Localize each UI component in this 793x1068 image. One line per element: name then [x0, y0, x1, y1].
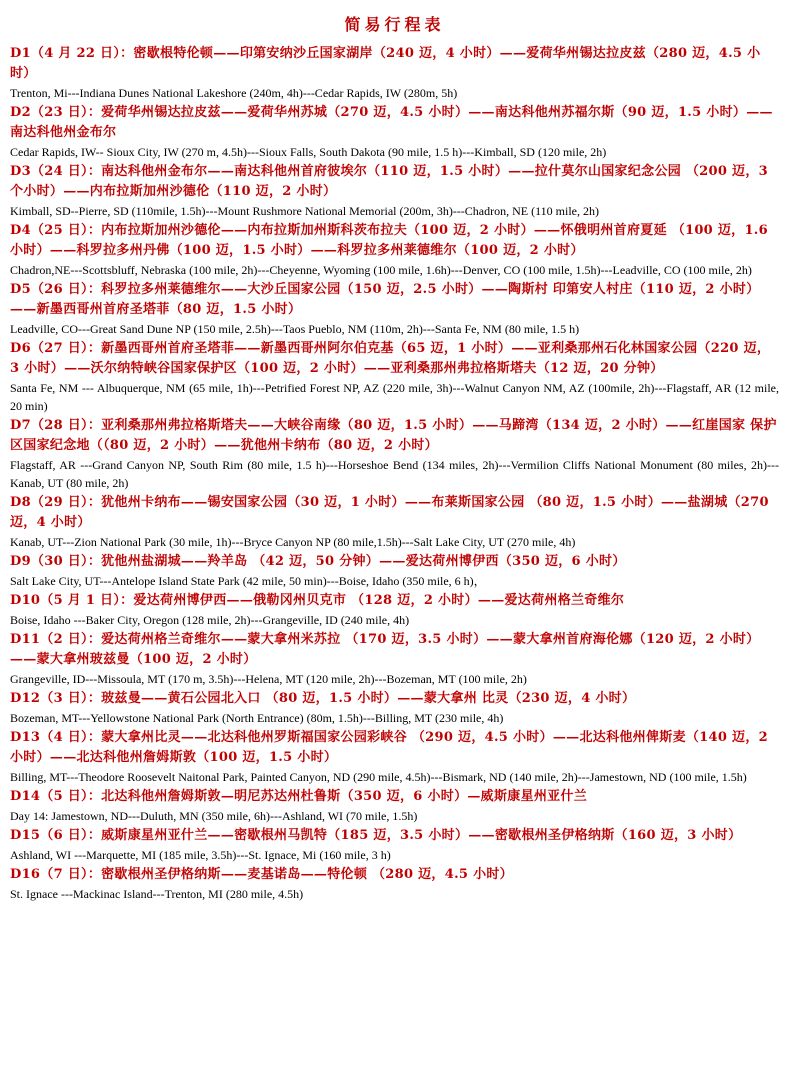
day-route-en: Salt Lake City, UT---Antelope Island State Park (42 mile, 50 min)---Boise, Idaho (350 mile, 6 h)， — [10, 574, 486, 588]
day-block-11 — [10, 630, 779, 688]
day-block-13 — [10, 728, 779, 786]
day-heading-zh: D9（30 日）：犹他州盐湖城——羚羊岛 （42 迈，50 分钟）——爱达荷州博伊西（350 迈，6 小时） — [10, 554, 626, 569]
day-heading-zh: D11（2 日）：爱达荷州格兰奇维尔——蒙大拿州米苏拉 （170 迈，3.5 小时）——蒙大拿州首府海伦娜（120 迈，2 小时）——蒙大拿州玻兹曼（100 迈，2 小时） — [10, 632, 760, 667]
day-route-en: Grangeville, ID---Missoula, MT (170 m, 3.5h)---Helena, MT (120 mile, 2h)---Bozeman, MT (100 mile, 2h) — [10, 672, 527, 686]
day-heading-zh: D15（6 日）：威斯康星州亚什兰——密歇根州马凯特（185 迈，3.5 小时）——密歇根州圣伊格纳斯（160 迈，3 小时） — [10, 828, 742, 843]
day-heading-zh: D1（4 月 22 日）：密歇根特伦顿——印第安纳沙丘国家湖岸（240 迈，4 小时）——爱荷华州锡达拉皮兹（280 迈，4.5 小 时） — [10, 46, 761, 81]
day-heading-zh: D3（24 日）：南达科他州金布尔——南达科他州首府彼埃尔（110 迈，1.5 小时）——拉什莫尔山国家纪念公园 （200 迈，3 个小时）——内布拉斯加州沙德伦（110 迈，2 小时） — [10, 164, 768, 199]
day-route-en: Kanab, UT---Zion National Park (30 mile, 1h)---Bryce Canyon NP (80 mile,1.5h)---Salt Lake City, UT (270 mile, 4h) — [10, 535, 576, 549]
day-route-en: Trenton, Mi---Indiana Dunes National Lakeshore (240m, 4h)---Cedar Rapids, IW (280m, 5h) — [10, 86, 458, 100]
day-block-7 — [10, 416, 779, 492]
day-block-6 — [10, 339, 779, 415]
day-heading-zh: D14（5 日）：北达科他州詹姆斯敦—明尼苏达州杜鲁斯（350 迈，6 小时）—威斯康星州亚什兰 — [10, 789, 588, 804]
day-route-en: Bozeman, MT---Yellowstone National Park (North Entrance) (80m, 1.5h)---Billing, MT (230 mile, 4h) — [10, 711, 504, 725]
day-heading-zh: D8（29 日）：犹他州卡纳布——锡安国家公园（30 迈，1 小时）——布莱斯国家公园 （80 迈，1.5 小时）——盐湖城（270 迈，4 小时） — [10, 495, 769, 530]
day-route-en: Day 14: Jamestown, ND---Duluth, MN (350 mile, 6h)---Ashland, WI (70 mile, 1.5h) — [10, 809, 418, 823]
day-route-en: Ashland, WI ---Marquette, MI (185 mile, 3.5h)---St. Ignace, Mi (160 mile, 3 h) — [10, 848, 391, 862]
day-route-en: Santa Fe, NM --- Albuquerque, NM (65 mile, 1h)---Petrified Forest NP, AZ (220 mile, 3h)---Walnut Canyon NM, AZ (100mile, 2h)---Flagstaff, AR (12 mile, 20 min) — [10, 381, 779, 413]
day-block-14 — [10, 787, 779, 825]
day-block-2 — [10, 103, 779, 161]
day-block-12 — [10, 689, 779, 727]
day-route-en: Flagstaff, AR ---Grand Canyon NP, South Rim (80 mile, 1.5 h)---Horseshoe Bend (134 miles, 2h)---Vermilion Cliffs National Monument (80 miles, 2h)---Kanab, UT (80 mile, 2h) — [10, 458, 779, 490]
day-heading-zh: D16（7 日）：密歇根州圣伊格纳斯——麦基诺岛——特伦顿 （280 迈，4.5 小时） — [10, 867, 513, 882]
day-route-en: Billing, MT---Theodore Roosevelt Naitonal Park, Painted Canyon, ND (290 mile, 4.5h)---Bismark, ND (140 mile, 2h)---Jamestown, ND (100 mile, 1.5h) — [10, 770, 747, 784]
day-block-9 — [10, 552, 779, 590]
day-heading-zh: D10（5 月 1 日）：爱达荷州博伊西——俄勒冈州贝克市 （128 迈，2 小时）——爱达荷州格兰奇维尔 — [10, 593, 625, 608]
day-heading-zh: D7（28 日）：亚利桑那州弗拉格斯塔夫——大峡谷南缘（80 迈，1.5 小时）——马蹄湾（134 迈，2 小时）——红崖国家 保护区国家纪念地（（80 迈，2 小时）——犹他州卡纳布（80 迈，2 小时） — [10, 418, 777, 453]
day-block-1 — [10, 44, 779, 102]
day-route-en: Chadron,NE---Scottsbluff, Nebraska (100 mile, 2h)---Cheyenne, Wyoming (100 mile, 1.6h)---Denver, CO (100 mile, 1.5h)---Leadville, CO (100 mile, 2h) — [10, 263, 752, 277]
day-block-15 — [10, 826, 779, 864]
day-block-5 — [10, 280, 779, 338]
day-heading-zh: D5（26 日）：科罗拉多州莱德维尔——大沙丘国家公园（150 迈，2.5 小时）——陶斯村 印第安人村庄（110 迈，2 小时）——新墨西哥州首府圣塔菲（80 迈，1.5 小时） — [10, 282, 760, 317]
day-block-3 — [10, 162, 779, 220]
day-block-4 — [10, 221, 779, 279]
page-title: 简易行程表 — [344, 15, 445, 34]
day-block-16 — [10, 865, 779, 903]
day-heading-zh: D2（23 日）：爱荷华州锡达拉皮兹——爱荷华州苏城（270 迈，4.5 小时）——南达科他州苏福尔斯（90 迈，1.5 小时）——南达科他州金布尔 — [10, 105, 773, 140]
day-heading-zh: D12（3 日）：玻兹曼——黄石公园北入口 （80 迈，1.5 小时）——蒙大拿州 比灵（230 迈，4 小时） — [10, 691, 636, 706]
day-route-en: Boise, Idaho ---Baker City, Oregon (128 mile, 2h)---Grangeville, ID (240 mile, 4h) — [10, 613, 410, 627]
day-route-en: Kimball, SD--Pierre, SD (110mile, 1.5h)---Mount Rushmore National Memorial (200m, 3h)---Chadron, NE (110 mile, 2h) — [10, 204, 600, 218]
day-heading-zh: D13（4 日）：蒙大拿州比灵——北达科他州罗斯福国家公园彩峡谷 （290 迈，4.5 小时）——北达科他州俾斯麦（140 迈，2 小时）——北达科他州詹姆斯敦（100 迈，1.5 小时） — [10, 730, 768, 765]
day-heading-zh: D4（25 日）：内布拉斯加州沙德伦——内布拉斯加州斯科茨布拉夫（100 迈，2 小时）——怀俄明州首府夏延 （100 迈，1.6 小时）——科罗拉多州丹佛（100 迈，1.5 小时）——科罗拉多州莱德维尔（100 迈，2 小时） — [10, 223, 768, 258]
day-route-en: Leadville, CO---Great Sand Dune NP (150 mile, 2.5h)---Taos Pueblo, NM (110m, 2h)---Santa Fe, NM (80 mile, 1.5 h) — [10, 322, 580, 336]
day-heading-zh: D6（27 日）：新墨西哥州首府圣塔菲——新墨西哥州阿尔伯克基（65 迈，1 小时）——亚利桑那州石化林国家公园（220 迈，3 小时）——沃尔纳特峡谷国家保护区（100 迈，2 小时）——亚利桑那州弗拉格斯塔夫（12 迈，20 分钟） — [10, 341, 771, 376]
day-block-8 — [10, 493, 779, 551]
day-block-10 — [10, 591, 779, 629]
day-route-en: Cedar Rapids, IW-- Sioux City, IW (270 m, 4.5h)---Sioux Falls, South Dakota (90 mile, 1.5 h)---Kimball, SD (120 mile, 2h) — [10, 145, 607, 159]
day-route-en: St. Ignace ---Mackinac Island---Trenton, MI (280 mile, 4.5h) — [10, 887, 304, 901]
